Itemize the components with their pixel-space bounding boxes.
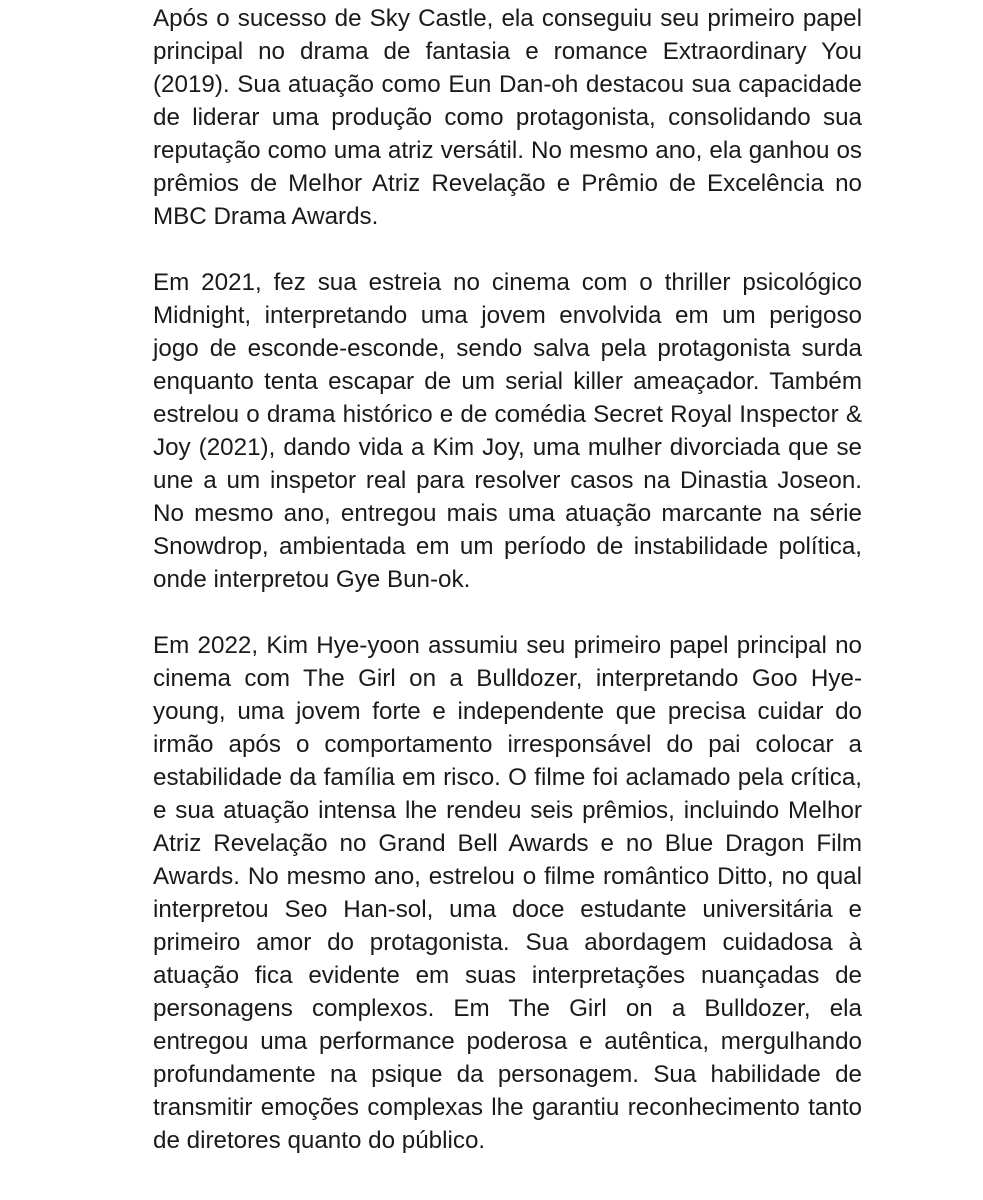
paragraph-2022-career: Em 2022, Kim Hye-yoon assumiu seu primeiro papel principal no cinema com The Girl on a Bulldozer, interpretando Goo Hye-young, uma jovem forte e independente que precisa cuidar do irmão após o comportamento irresponsável do pai colocar a estabilidade da família em risco. O filme foi aclamado pela crítica, e sua atuação intensa lhe rendeu seis prêmios, incluindo Melhor Atriz Revelação no Grand Bell Awards e no Blue Dragon Film Awards. No mesmo ano, estrelou o filme romântico Ditto, no qual interpretou Seo Han-sol, uma doce estudante universitária e primeiro amor do protagonista. Sua abordagem cuidadosa à atuação fica evidente em suas interpretações nuançadas de personagens complexos. Em The Girl on a Bulldozer, ela entregou uma performance poderosa e autêntica, mergulhando profundamente na psique da personagem. Sua habilidade de transmitir emoções complexas lhe garantiu reconhecimento tanto de diretores quanto do público. bbox=[153, 632, 862, 1154]
document-body bbox=[153, 2, 862, 1190]
paragraph-extraordinary-you: Após o sucesso de Sky Castle, ela conseguiu seu primeiro papel principal no drama de fantasia e romance Extraordinary You (2019). Sua atuação como Eun Dan-oh destacou sua capacidade de liderar uma produção como protagonista, consolidando sua reputação como uma atriz versátil. No mesmo ano, ela ganhou os prêmios de Melhor Atriz Revelação e Prêmio de Excelência no MBC Drama Awards. bbox=[153, 5, 862, 230]
paragraph-2021-career: Em 2021, fez sua estreia no cinema com o thriller psicológico Midnight, interpretando uma jovem envolvida em um perigoso jogo de esconde-esconde, sendo salva pela protagonista surda enquanto tenta escapar de um serial killer ameaçador. Também estrelou o drama histórico e de comédia Secret Royal Inspector & Joy (2021), dando vida a Kim Joy, uma mulher divorciada que se une a um inspetor real para resolver casos na Dinastia Joseon. No mesmo ano, entregou mais uma atuação marcante na série Snowdrop, ambientada em um período de instabilidade política, onde interpretou Gye Bun-ok. bbox=[153, 269, 862, 593]
